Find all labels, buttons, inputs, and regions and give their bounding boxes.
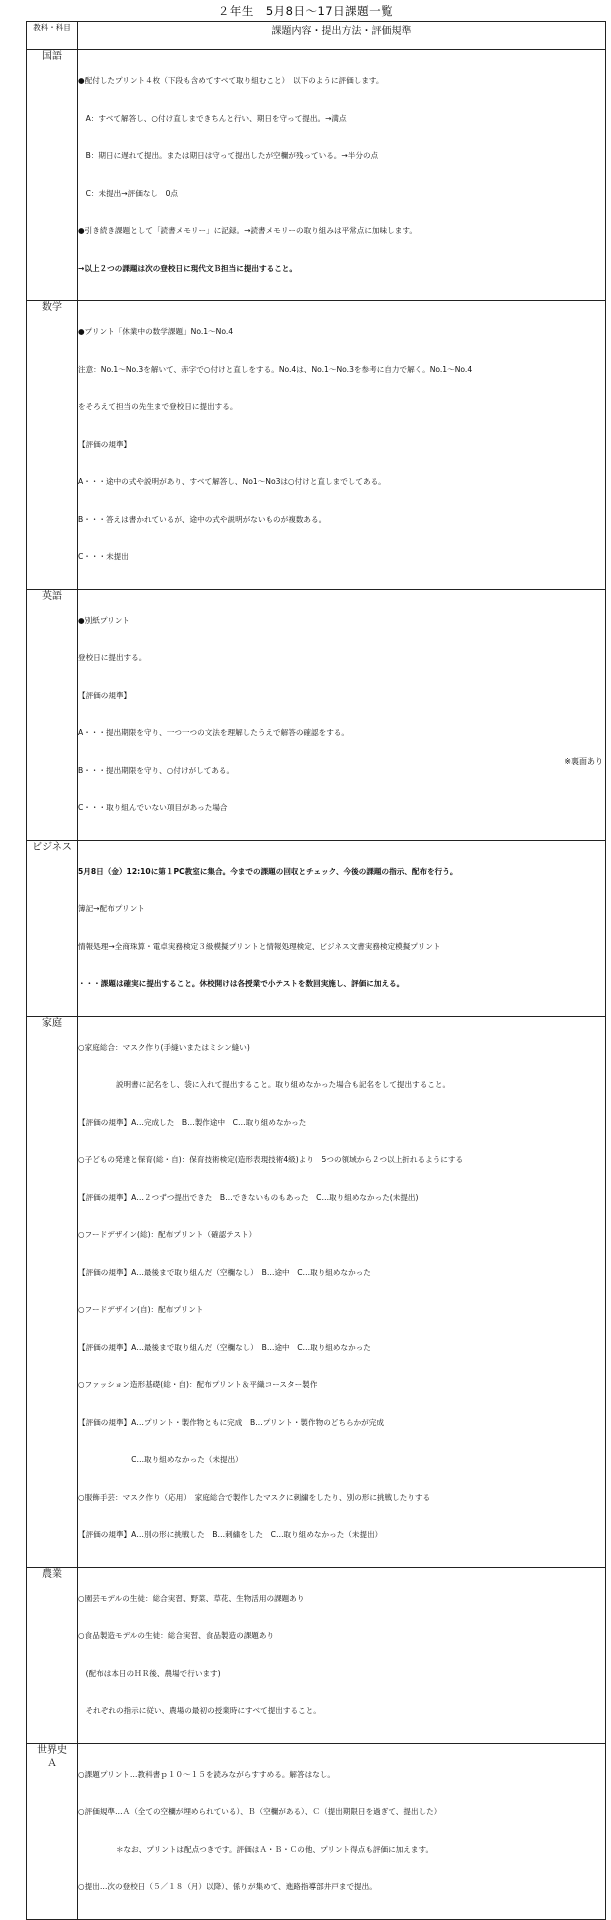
content-line: ○食品製造モデルの生徒：総合実習、食品製造の課題あり	[78, 1631, 275, 1640]
content-line: B・・・提出期限を守り、○付けがしてある。	[78, 765, 235, 775]
content-cell	[78, 50, 606, 301]
content-line: C：未提出→評価なし 0点	[78, 188, 179, 198]
content-line: 【評価の規準】	[78, 439, 132, 449]
content-line: ○評価規準…Ａ（全ての空欄が埋められている）、Ｂ（空欄がある）、Ｃ（提出期限日を過ぎて、提出した）	[78, 1807, 442, 1816]
content-line: をそろえて担当の先生まで登校日に提出する。	[78, 402, 238, 411]
content-line: 登校日に提出する。	[78, 653, 147, 662]
content-line: B・・・答えは書かれているが、途中の式や説明がないものが複数ある。	[78, 514, 327, 524]
content-cell	[78, 1743, 606, 1919]
content-line: ○家庭総合：マスク作り(手縫いまたはミシン縫い)	[78, 1042, 250, 1052]
content-line: それぞれの指示に従い、農場の最初の授業時にすべて提出すること。	[78, 1706, 321, 1715]
content-line: ●別紙プリント	[78, 615, 130, 625]
table-row-nogyo	[27, 1567, 606, 1743]
content-line: 説明書に記名をし、袋に入れて提出すること。取り組めなかった場合も記名をして提出すること。	[78, 1080, 451, 1089]
content-line: ○ファッション造形基礎(総・自)：配布プリント＆平織コースター製作	[78, 1380, 318, 1389]
content-line: A・・・途中の式や説明があり、すべて解答し、No1～No3は○付けと直しまでしてある。	[78, 477, 386, 486]
content-line: 【評価の規準】A…最後まで取り組んだ（空欄なし） B…途中 C…取り組めなかった	[78, 1267, 371, 1277]
subject-cell: 農業	[27, 1567, 78, 1743]
content-line: ●プリント「休業中の数学課題」No.1～No.4	[78, 327, 234, 336]
content-line: 【評価の規準】A…完成した B…製作途中 C…取り組めなかった	[78, 1117, 307, 1127]
content-line-emphasis: →以上２つの課題は次の登校日に現代文Ｂ担当に提出すること。	[78, 263, 297, 273]
content-line: ○子どもの発達と保育(総・自)：保育技術検定(造形表現技術4級)より 5つの領域から２つ以上折れるようにする	[78, 1155, 464, 1164]
table-row-kokugo	[27, 50, 606, 301]
table-row-katei	[27, 1016, 606, 1567]
content-line: ○フードデザイン(自)：配布プリント	[78, 1305, 204, 1314]
content-line: C・・・未提出	[78, 552, 129, 561]
content-line: 簿記→配布プリント	[78, 904, 145, 913]
subject-cell	[27, 1743, 78, 1919]
table-header-row	[27, 22, 606, 50]
header-subject: 教科・科目	[27, 22, 78, 50]
content-cell	[78, 301, 606, 590]
content-line: ＊なお、プリントは配点つきです。評価はＡ・Ｂ・Ｃの他、プリント得点も評価に加えます。	[78, 1844, 434, 1854]
footer-note: ※裏面あり	[564, 757, 603, 766]
content-cell	[78, 589, 606, 840]
content-line: 注意：No.1～No.3を解いて、赤字で○付けと直しをする。No.4は、No.1～No.3を参考に自力で解く。No.1～No.4	[78, 364, 473, 374]
content-line: ○服飾手芸：マスク作り（応用） 家庭総合で製作したマスクに刺繍をしたり、別の形に挑戦したりする	[78, 1492, 431, 1502]
content-line: ○フードデザイン(総)：配布プリント（確認テスト）	[78, 1230, 257, 1239]
subject-cell: 英語	[27, 589, 78, 840]
content-line: ○課題プリント…教科書ｐ１０～１５を読みながらすすめる。解答はなし。	[78, 1769, 335, 1779]
subject-name-line1: 世界史	[37, 1744, 67, 1756]
content-line: ○提出…次の登校日（５／１８（月）以降）、係りが集めて、進路指導部井戸まで提出。	[78, 1882, 377, 1891]
table-row-sekaishi	[27, 1743, 606, 1919]
subject-cell: 家庭	[27, 1016, 78, 1567]
content-line-emphasis: ・・・課題は確実に提出すること。休校開けは各授業で小テストを数回実施し、評価に加える。	[78, 979, 405, 988]
content-cell	[78, 1567, 606, 1743]
content-cell	[78, 1016, 606, 1567]
subject-cell: 国語	[27, 50, 78, 301]
assignment-table	[26, 21, 606, 1920]
subject-cell: ビジネス	[27, 840, 78, 1016]
content-line: A：すべて解答し、○付け直しまできちんと行い、期日を守って提出。→満点	[78, 113, 347, 123]
content-line: ●配付したプリント４枚（下段も含めてすべて取り組むこと） 以下のように評価します。	[78, 76, 384, 85]
header-content: 課題内容・提出方法・評価規準	[78, 22, 606, 50]
content-line: 情報処理→全商珠算・電卓実務検定３級模擬プリントと情報処理検定、ビジネス文書実務検定模擬プリント	[78, 941, 441, 951]
content-line: A・・・提出期限を守り、一つ一つの文法を理解したうえで解答の確認をする。	[78, 728, 349, 737]
content-line: 【評価の規準】A…別の形に挑戦した B…刺繍をした C…取り組めなかった（未提出）	[78, 1530, 383, 1539]
content-line: 【評価の規準】	[78, 690, 132, 700]
content-line-emphasis: 5月8日（金）12:10に第１PC教室に集合。今までの課題の回収とチェック、今後の課題の指示、配布を行う。	[78, 866, 458, 876]
content-line: 【評価の規準】A…最後まで取り組んだ（空欄なし） B…途中 C…取り組めなかった	[78, 1342, 371, 1352]
table-row-eigo	[27, 589, 606, 840]
subject-cell: 数学	[27, 301, 78, 590]
table-row-business	[27, 840, 606, 1016]
content-line: ○園芸モデルの生徒：総合実習、野菜、草花、生物活用の課題あり	[78, 1593, 305, 1603]
subject-name-line2: Ａ	[47, 1757, 57, 1769]
content-line: ●引き続き課題として「読書メモリー」に記録。→読書メモリーの取り組みは平常点に加味します。	[78, 226, 417, 235]
table-row-sugaku	[27, 301, 606, 590]
content-line: 【評価の規準】A…２つずつ提出できた B…できないものもあった C…取り組めなかった(未提出)	[78, 1192, 419, 1202]
content-line: (配布は本日のＨＲ後、農場で行います)	[78, 1668, 221, 1678]
content-line: 【評価の規準】A…プリント・製作物ともに完成 B…プリント・製作物のどちらかが完成	[78, 1417, 384, 1427]
content-line: B：期日に遅れて提出。または期日は守って提出したが空欄が残っている。→半分の点	[78, 151, 379, 160]
content-line: C…取り組めなかった（未提出）	[78, 1455, 243, 1464]
content-line: C・・・取り組んでいない項目があった場合	[78, 803, 228, 812]
content-cell	[78, 840, 606, 1016]
page-title: ２年生 5月8日～17日課題一覧	[217, 4, 394, 18]
